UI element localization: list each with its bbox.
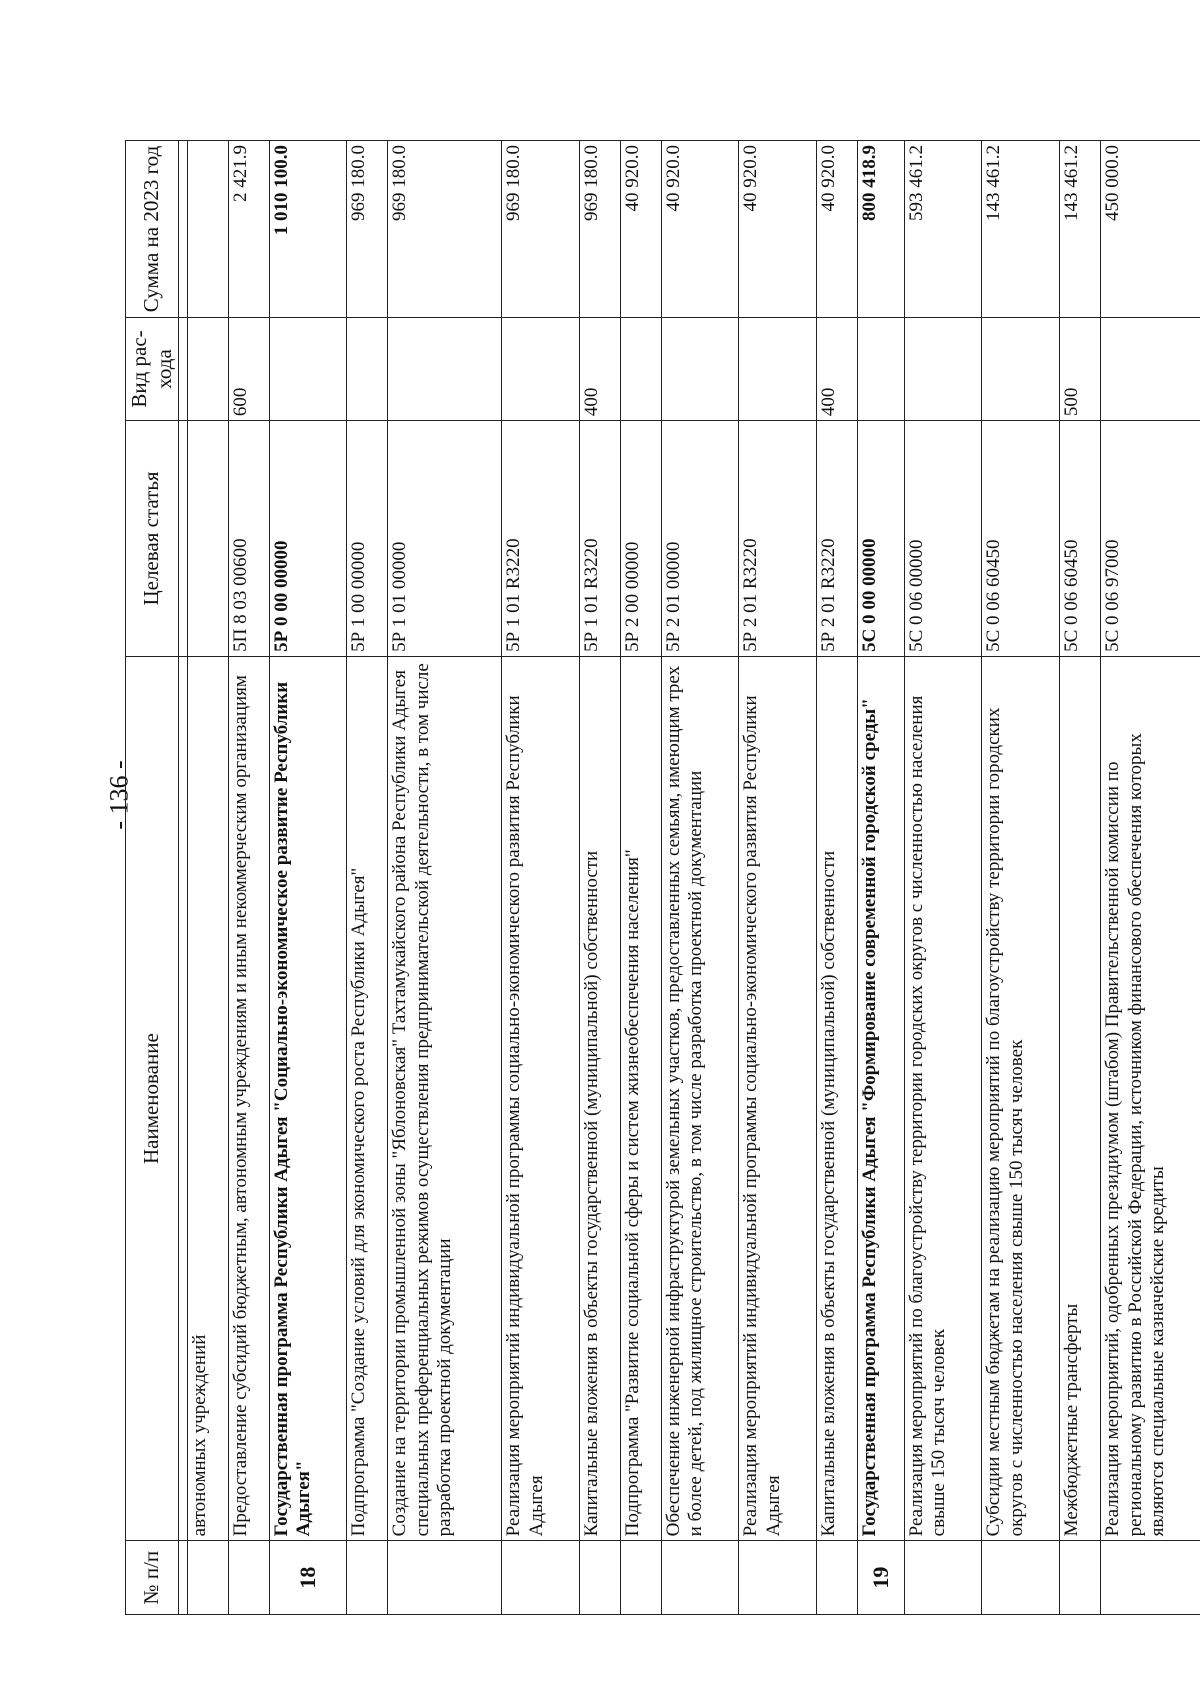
cell-sum: 450 000.0 <box>1101 141 1200 318</box>
cell-sum: 40 920.0 <box>739 141 816 318</box>
cell-num <box>187 1541 228 1615</box>
cell-num <box>502 1541 579 1615</box>
cell-type: 500 <box>1059 317 1100 420</box>
cell-type: 600 <box>228 317 269 420</box>
cell-type <box>269 317 346 420</box>
cell-name: Реализация мероприятий по благоустройству территории городских округов с численностью населения свыше 150 тысяч человек <box>905 656 982 1540</box>
cell-code: 5С 0 06 00000 <box>905 421 982 657</box>
cell-sum: 143 461.2 <box>1059 141 1100 318</box>
cell-name: Реализация мероприятий индивидуальной программы социально-экономического развития Республики Адыгея <box>502 656 579 1540</box>
header-name: Наименование <box>126 656 179 1540</box>
table-header-row <box>126 141 179 1615</box>
budget-table <box>125 140 1200 1615</box>
cell-type: 400 <box>579 317 620 420</box>
cell-num <box>620 1541 661 1615</box>
cell-name: Капитальные вложения в объекты государственной (муниципальной) собственности <box>579 656 620 1540</box>
cell-num <box>1059 1541 1100 1615</box>
cell-code: 5Р 1 00 00000 <box>347 421 388 657</box>
table-row <box>178 141 187 1615</box>
table-body <box>178 141 1200 1615</box>
cell-type <box>858 317 905 420</box>
cell-num <box>816 1541 857 1615</box>
cell-code: 5П 8 03 00600 <box>228 421 269 657</box>
header-sum: Сумма на 2023 год <box>126 141 179 318</box>
cell-name: Предоставление субсидий бюджетным, автономным учреждениям и иным некоммерческим организациям <box>228 656 269 1540</box>
cell-sum: 969 180.0 <box>388 141 502 318</box>
cell-code: 5Р 2 01 00000 <box>662 421 739 657</box>
cell-num <box>178 1541 187 1615</box>
cell-name: Подпрограмма "Создание условий для экономического роста Республики Адыгея" <box>347 656 388 1540</box>
cell-name: автономных учреждений <box>187 656 228 1540</box>
cell-num <box>1101 1541 1200 1615</box>
cell-sum: 969 180.0 <box>347 141 388 318</box>
cell-type <box>905 317 982 420</box>
cell-num <box>662 1541 739 1615</box>
cell-code: 5Р 0 00 00000 <box>269 421 346 657</box>
table-row <box>739 141 816 1615</box>
cell-name: Государственная программа Республики Адыгея "Социально-экономическое развитие Республики Адыгея" <box>269 656 346 1540</box>
cell-type <box>347 317 388 420</box>
table-row <box>1059 141 1100 1615</box>
cell-name <box>178 656 187 1540</box>
cell-sum: 143 461.2 <box>982 141 1059 318</box>
header-type: Вид рас-хода <box>126 317 179 420</box>
cell-name: Подпрограмма "Развитие социальной сферы и систем жизнеобеспечения населения" <box>620 656 661 1540</box>
cell-num <box>388 1541 502 1615</box>
table-row <box>1101 141 1200 1615</box>
cell-num: 18 <box>269 1541 346 1615</box>
cell-code <box>178 421 187 657</box>
cell-code: 5Р 2 00 00000 <box>620 421 661 657</box>
cell-type <box>178 317 187 420</box>
cell-num <box>347 1541 388 1615</box>
cell-sum: 969 180.0 <box>502 141 579 318</box>
cell-sum: 800 418.9 <box>858 141 905 318</box>
cell-name: Межбюджетные трансферты <box>1059 656 1100 1540</box>
cell-name: Государственная программа Республики Адыгея "Формирование современной городской среды" <box>858 656 905 1540</box>
page-number: - 136 - <box>104 760 134 830</box>
cell-code: 5С 0 06 60450 <box>1059 421 1100 657</box>
cell-sum: 1 010 100.0 <box>269 141 346 318</box>
cell-type <box>662 317 739 420</box>
cell-type <box>982 317 1059 420</box>
cell-sum: 969 180.0 <box>579 141 620 318</box>
cell-type: 400 <box>816 317 857 420</box>
cell-num: 19 <box>858 1541 905 1615</box>
cell-name: Реализация мероприятий индивидуальной программы социально-экономического развития Республики Адыгея <box>739 656 816 1540</box>
cell-type <box>388 317 502 420</box>
cell-code: 5С 0 06 97000 <box>1101 421 1200 657</box>
cell-code <box>187 421 228 657</box>
cell-num <box>905 1541 982 1615</box>
cell-code: 5Р 1 01 R3220 <box>502 421 579 657</box>
header-code: Целевая статья <box>126 421 179 657</box>
table-row <box>347 141 388 1615</box>
cell-name: Создание на территории промышленной зоны "Яблоновская" Тахтамукайского района Республики Адыгея специальных преференциальных режимов осуществления предпринимательской деятельности, в том числе разработка проектной документации <box>388 656 502 1540</box>
table-row <box>662 141 739 1615</box>
table-row <box>388 141 502 1615</box>
cell-sum: 40 920.0 <box>816 141 857 318</box>
cell-sum: 593 461.2 <box>905 141 982 318</box>
table-row <box>228 141 269 1615</box>
cell-type <box>1101 317 1200 420</box>
cell-sum <box>178 141 187 318</box>
cell-code: 5Р 2 01 R3220 <box>739 421 816 657</box>
cell-sum: 40 920.0 <box>662 141 739 318</box>
cell-type <box>620 317 661 420</box>
cell-name: Реализация мероприятий, одобренных президиумом (штабом) Правительственной комиссии по региональному развитию в Российской Федерации, источником финансового обеспечения которых являются специальные казначейские кредиты <box>1101 656 1200 1540</box>
header-num: № п/п <box>126 1541 179 1615</box>
budget-table-wrap <box>125 140 1200 1615</box>
cell-num <box>739 1541 816 1615</box>
cell-type <box>187 317 228 420</box>
table-row <box>579 141 620 1615</box>
table-row <box>187 141 228 1615</box>
cell-code: 5Р 1 01 R3220 <box>579 421 620 657</box>
table-row <box>269 141 346 1615</box>
cell-type <box>739 317 816 420</box>
table-row <box>982 141 1059 1615</box>
table-row <box>620 141 661 1615</box>
cell-code: 5Р 2 01 R3220 <box>816 421 857 657</box>
cell-name: Субсидии местным бюджетам на реализацию мероприятий по благоустройству территории городских округов с численностью населения свыше 150 тысяч человек <box>982 656 1059 1540</box>
cell-name: Капитальные вложения в объекты государственной (муниципальной) собственности <box>816 656 857 1540</box>
cell-type <box>502 317 579 420</box>
cell-sum: 40 920.0 <box>620 141 661 318</box>
cell-sum <box>187 141 228 318</box>
cell-num <box>579 1541 620 1615</box>
cell-code: 5С 0 00 00000 <box>858 421 905 657</box>
cell-num <box>228 1541 269 1615</box>
cell-num <box>982 1541 1059 1615</box>
table-row <box>858 141 905 1615</box>
table-row <box>502 141 579 1615</box>
cell-sum: 2 421.9 <box>228 141 269 318</box>
table-row <box>816 141 857 1615</box>
cell-code: 5С 0 06 60450 <box>982 421 1059 657</box>
budget-table-region <box>125 140 1200 1615</box>
cell-name: Обеспечение инженерной инфраструктурой земельных участков, предоставленных семьям, имеющим трех и более детей, под жилищное строительство, в том числе разработка проектной документации <box>662 656 739 1540</box>
table-row <box>905 141 982 1615</box>
cell-code: 5Р 1 01 00000 <box>388 421 502 657</box>
